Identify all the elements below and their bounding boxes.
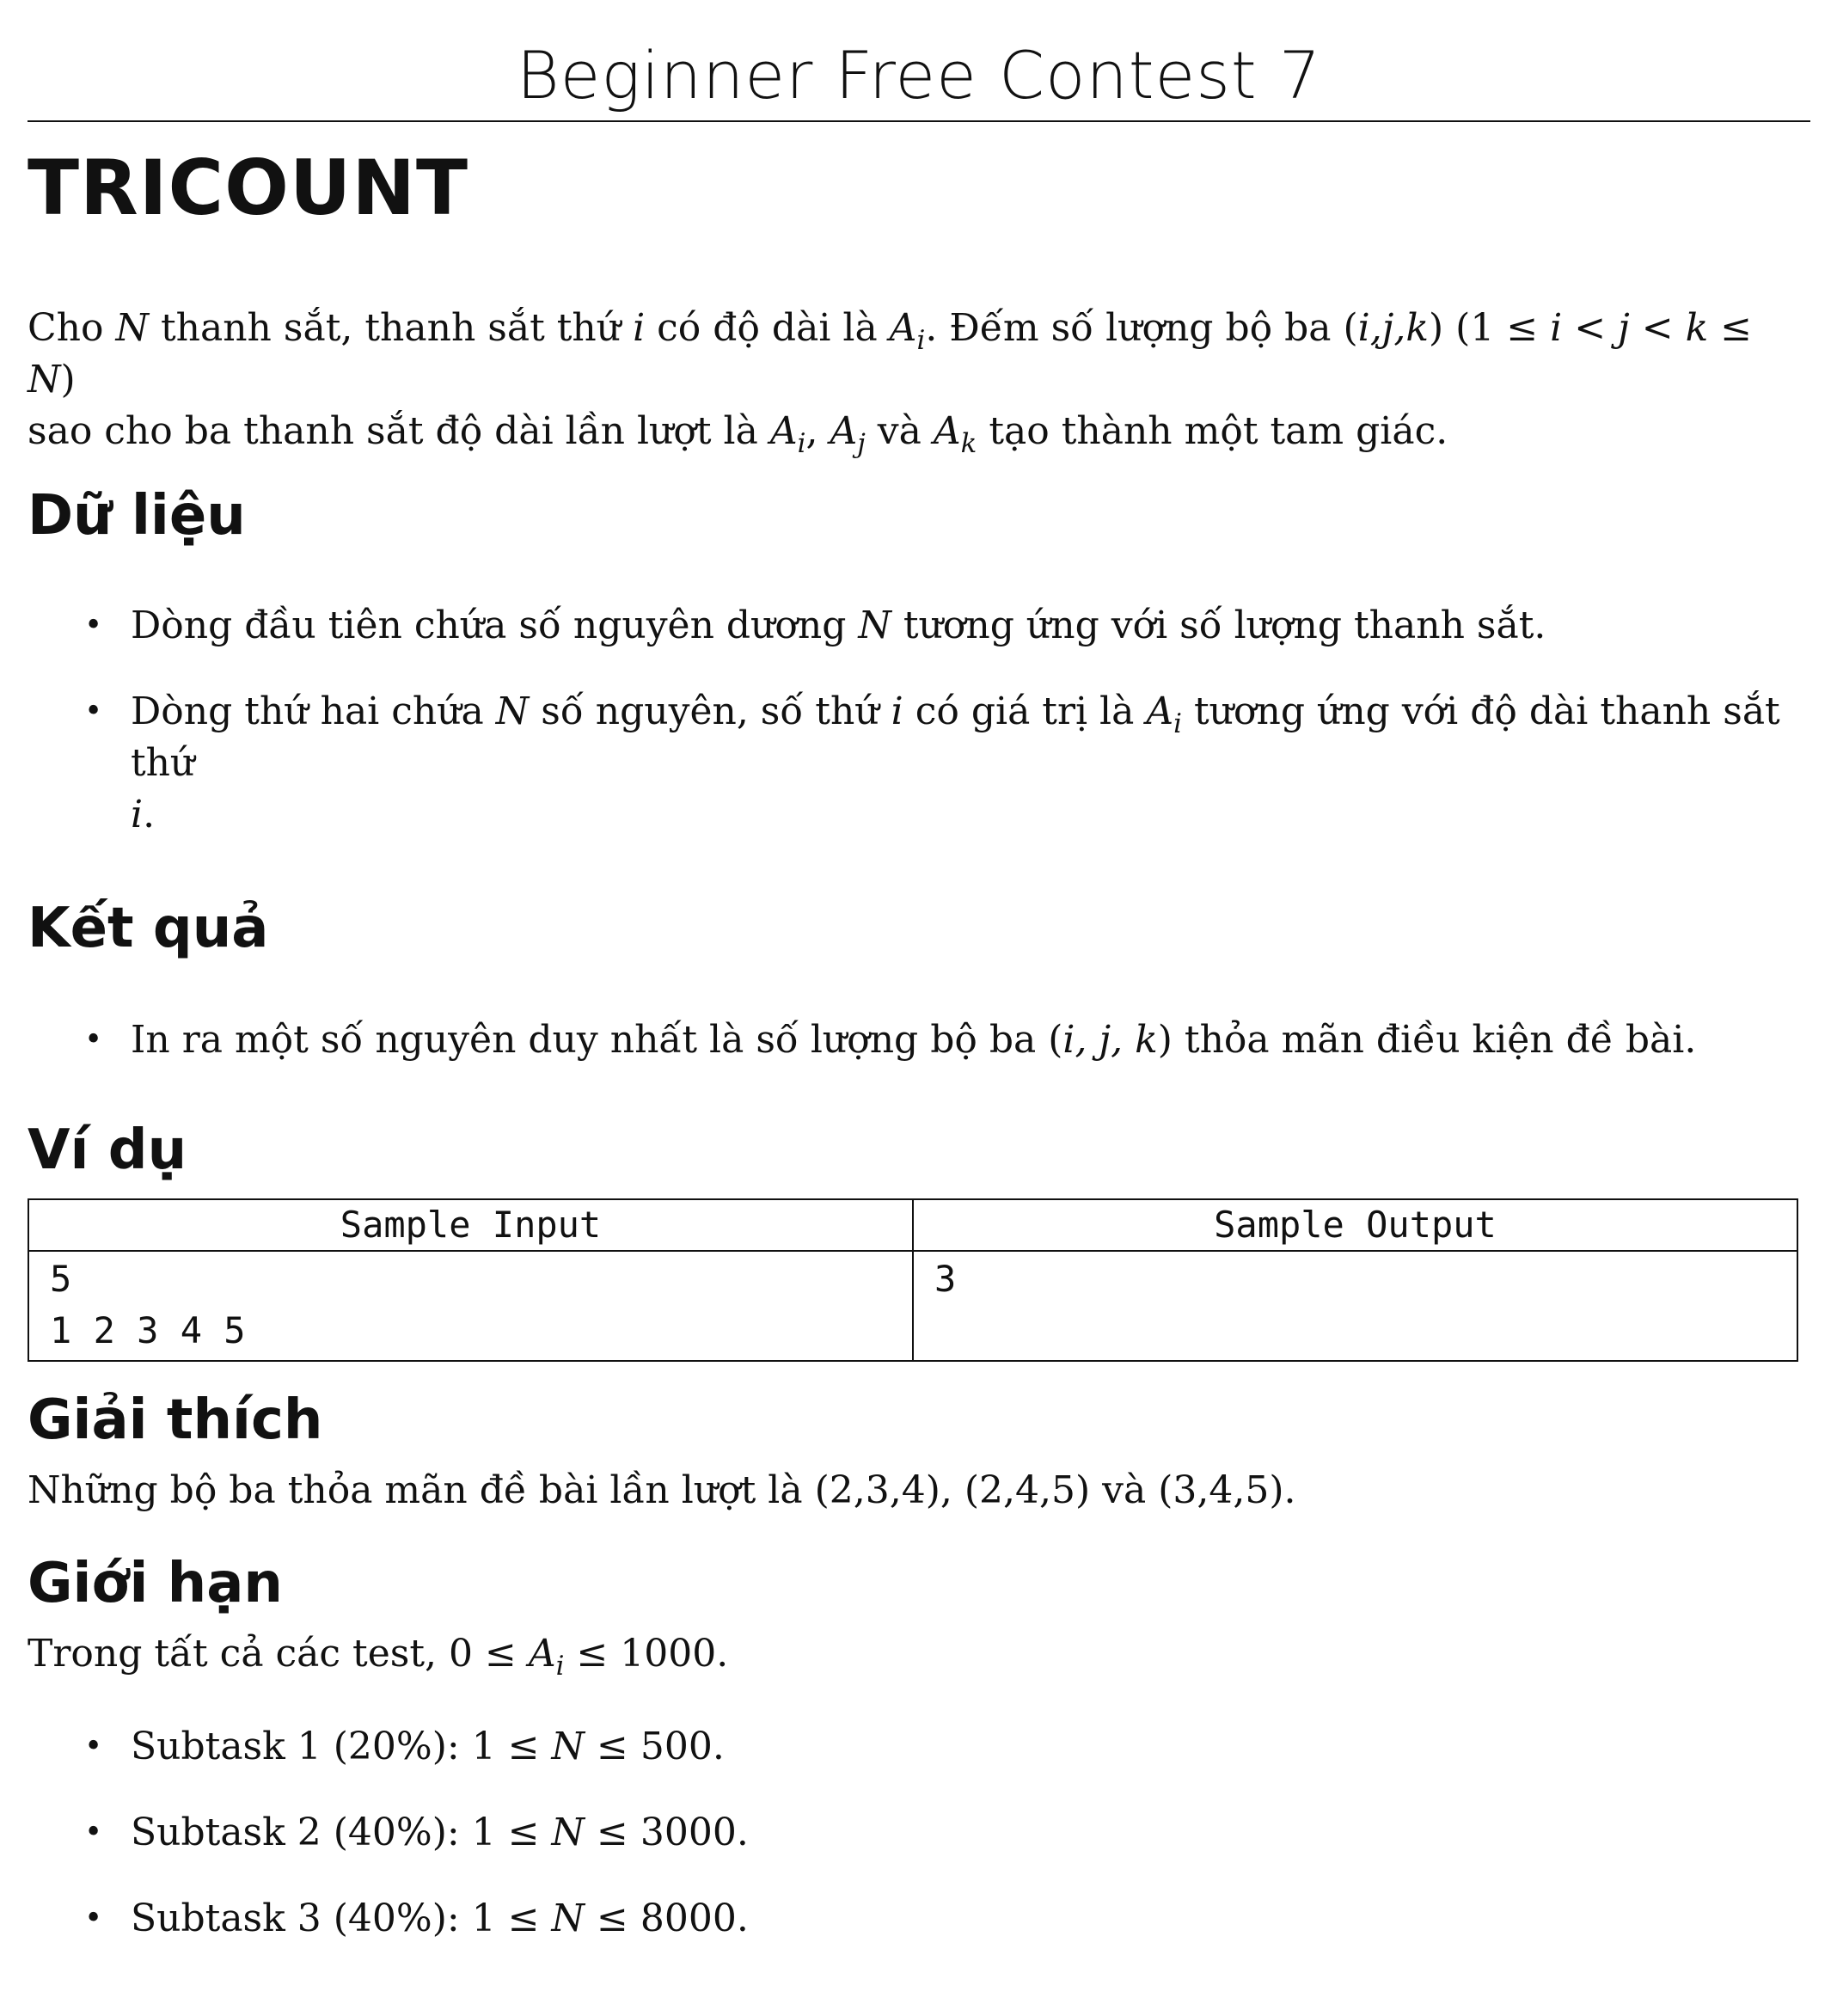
spacer: [28, 963, 1810, 1014]
list-item: [28, 1807, 1810, 1859]
subtask-list: [28, 1721, 1810, 1945]
limits-text-part: ≤ 1000.: [564, 1632, 729, 1676]
sample-output-line: 3: [934, 1258, 957, 1300]
problem-page: [28, 34, 1810, 1945]
sample-input-header: Sample Input: [28, 1199, 913, 1251]
subtask-prefix: Subtask 2 (40%): 1 ≤: [131, 1811, 552, 1854]
list-item: [28, 686, 1810, 841]
statement-text: ): [60, 358, 76, 401]
table-row: [28, 1251, 1797, 1361]
sample-input-line: 1 2 3 4 5: [50, 1309, 246, 1351]
subtask-suffix: ≤ 8000.: [585, 1897, 749, 1940]
spacer: [28, 1517, 1810, 1549]
math-subscript: i: [555, 1650, 565, 1682]
math-var: N: [551, 1897, 585, 1940]
item-text: số nguyên, số thứ: [529, 689, 891, 733]
item-text: có giá trị là: [903, 689, 1147, 733]
example-heading: Ví dụ: [28, 1118, 187, 1182]
bullet-icon: •: [84, 1815, 103, 1850]
input-heading: Dữ liệu: [28, 484, 246, 548]
contest-title: Beginner Free Contest 7: [516, 37, 1322, 113]
math-var: N: [551, 1725, 585, 1768]
math-var: i: [131, 793, 144, 836]
math-condition: i < j < k ≤ N: [28, 306, 1753, 401]
title-divider: [28, 120, 1810, 122]
math-tuple: i, j, k: [1062, 1018, 1158, 1062]
explanation-heading: Giải thích: [28, 1388, 323, 1452]
list-item: [28, 1014, 1810, 1066]
sample-output-cell: [913, 1251, 1797, 1361]
explanation-text: Những bộ ba thỏa mãn đề bài lần lượt là (2,3,4), (2,4,5) và (3,4,5).: [28, 1468, 1296, 1512]
bullet-icon: •: [84, 694, 103, 729]
item-text: Dòng đầu tiên chứa số nguyên dương: [131, 604, 859, 647]
statement-paragraph: [28, 303, 1810, 457]
math-var: A: [528, 1632, 556, 1676]
statement-text: thanh sắt, thanh sắt thứ: [148, 306, 634, 350]
bullet-icon: •: [84, 1901, 103, 1936]
item-text: In ra một số nguyên duy nhất là số lượng bộ ba (: [131, 1018, 1063, 1062]
math-subscript: i: [797, 427, 806, 459]
statement-text: tạo thành một tam giác.: [977, 409, 1448, 453]
math-var: A: [933, 409, 961, 453]
item-text: ) thỏa mãn điều kiện đề bài.: [1157, 1018, 1697, 1062]
math-var: N: [858, 604, 891, 647]
spacer: [28, 1362, 1810, 1386]
list-item: [28, 1893, 1810, 1945]
math-var: i: [633, 306, 646, 350]
sample-table: [28, 1198, 1798, 1362]
spacer: [28, 841, 1810, 894]
input-list: [28, 600, 1810, 841]
sample-input-cell: [28, 1251, 913, 1361]
table-header-row: [28, 1199, 1797, 1251]
spacer: [28, 1618, 1810, 1628]
sample-input-line: 5: [50, 1258, 72, 1300]
bullet-icon: •: [84, 608, 103, 643]
statement-text: có độ dài là: [645, 306, 890, 350]
statement-text: Cho: [28, 306, 116, 350]
math-var: N: [495, 689, 530, 733]
spacer: [28, 1185, 1810, 1198]
output-list: [28, 1014, 1810, 1066]
math-var: A: [1146, 689, 1174, 733]
math-var: i: [891, 689, 903, 733]
statement-text: ,: [805, 409, 830, 453]
sample-output-header: Sample Output: [913, 1199, 1797, 1251]
math-var: A: [889, 306, 917, 350]
item-text: tương ứng với số lượng thanh sắt.: [891, 604, 1546, 647]
math-var: N: [115, 306, 149, 350]
statement-text: ) (1 ≤: [1429, 306, 1551, 350]
subtask-suffix: ≤ 500.: [585, 1725, 725, 1768]
statement-text: và: [865, 409, 934, 453]
limits-heading: Giới hạn: [28, 1552, 283, 1615]
math-subscript: i: [916, 324, 926, 356]
list-item: [28, 600, 1810, 652]
spacer: [28, 457, 1810, 481]
math-var: A: [830, 409, 858, 453]
math-var: A: [769, 409, 798, 453]
subtask-suffix: ≤ 3000.: [585, 1811, 749, 1854]
bullet-icon: •: [84, 1022, 103, 1057]
math-subscript: k: [960, 427, 977, 459]
math-subscript: j: [857, 427, 866, 459]
spacer: [28, 1680, 1810, 1721]
item-text: Dòng thứ hai chứa: [131, 689, 496, 733]
subtask-prefix: Subtask 1 (20%): 1 ≤: [131, 1725, 552, 1768]
math-subscript: i: [1173, 708, 1182, 739]
limits-text-part: Trong tất cả các test, 0 ≤: [28, 1632, 529, 1676]
math-tuple: i,j,k: [1357, 306, 1430, 350]
spacer: [28, 1455, 1810, 1465]
spacer: [28, 236, 1810, 303]
item-text: .: [143, 793, 156, 836]
statement-text: . Đếm số lượng bộ ba (: [925, 306, 1358, 350]
statement-text: sao cho ba thanh sắt độ dài lần lượt là: [28, 409, 770, 453]
item-text: tương ứng với độ dài thanh sắt thứ: [131, 689, 1780, 785]
output-heading: Kết quả: [28, 897, 269, 960]
math-var: N: [551, 1811, 585, 1854]
bullet-icon: •: [84, 1729, 103, 1764]
spacer: [28, 1066, 1810, 1116]
list-item: [28, 1721, 1810, 1773]
spacer: [28, 550, 1810, 600]
subtask-prefix: Subtask 3 (40%): 1 ≤: [131, 1897, 552, 1940]
limits-text: [28, 1628, 1810, 1680]
problem-title: TRICOUNT: [28, 144, 469, 232]
